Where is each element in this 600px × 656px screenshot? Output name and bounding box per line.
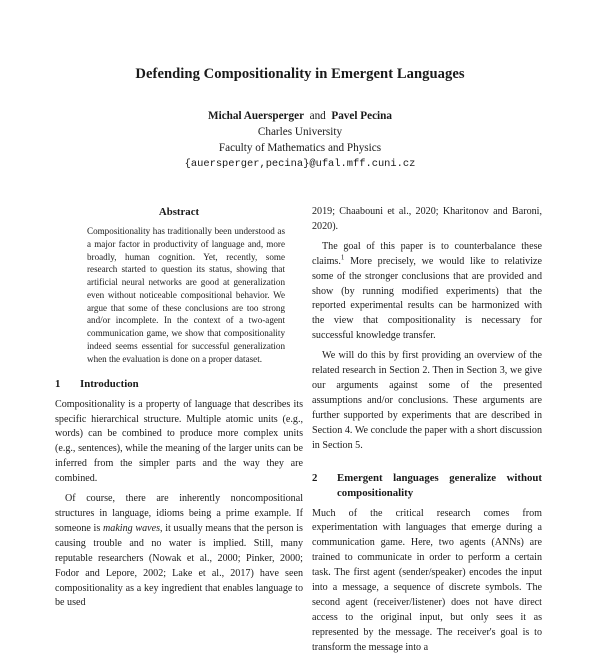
section-1-paragraph-1: Compositionality is a property of language that describes its specific hierarchical structure. Multiple atomic units (e.g., words) can be combined to produce more complex units (e.g., sentences), while the meaning of the larger units can be inferred from the simpler parts and the way they are combined. [55,398,303,485]
author-and: and [309,110,326,122]
p2-idiom: making waves [102,522,161,534]
goal-text: The goal of this paper is to counterbalance these claims. [312,240,542,267]
section-2-title: Emergent languages generalize without compositionality [337,471,542,499]
p2-text-after: , it usually means that the person is causing trouble and no water is implied. Still, many reputable researchers (Nowak et al., 2000; Pinker, 2000; Fodor and Lepore, 2002; Lake et al., 2017) have seen compositionality as a key ingredient that enables language to be used [55,522,303,609]
affiliation-faculty: Faculty of Mathematics and Physics [218,142,382,154]
paper-title: Defending Compositionality in Emergent Languages [135,66,465,82]
goal-text-rest: More precisely, we would like to relativize some of the stronger conclusions that are provided and show (by running modified experiments) that the reported experimental results can be harmonized with the view that compositionality is necessary for successful knowledge transfer. [312,255,542,342]
author-1: Michal Auersperger [208,110,305,122]
section-1-title: Introduction [80,377,139,390]
right-continuation: 2019; Chaabouni et al., 2020; Kharitonov and Baroni, 2020). [312,206,542,232]
section-1-number: 1 [55,377,61,390]
section-2-heading [312,471,542,501]
right-paragraph-2: We will do this by first providing an overview of the related research in Section 2. Then in Section 3, we give our arguments against some of the presented assumptions and/or conclusions. These arguments are further supported by experiments that are described in Section 4. We conclude the paper with a short discussion in Section 5. [312,350,542,451]
affiliation-university: Charles University [257,126,343,138]
author-2: Pavel Pecina [331,110,392,122]
author-names [0,108,600,124]
footnote-marker[interactable]: 1 [340,253,345,262]
section-2-number: 2 [312,471,318,484]
right-column [312,205,542,656]
right-paragraph-1 [312,240,542,344]
section-2-paragraph-1: Much of the critical research comes from experimentation with languages that emerge during a communication game. Here, two agents (ANNs) are trained to communicate in order to perform a certain task. The first agent (sender/speaker) encodes the input into a message, a sequence of discrete symbols. The second agent (receiver/listener) does not have direct access to the original input, but only sees it as represented by the message. The receiver's goal is to transform the message into a [312,507,542,653]
section-1-paragraph-2 [55,492,303,611]
author-email: {auersperger,pecina}@ufal.mff.cuni.cz [184,158,416,170]
left-column [55,205,303,611]
abstract-heading: Abstract [158,206,200,218]
author-block [0,108,600,172]
abstract-text: Compositionality has traditionally been understood as a major factor in productivity of language and, more broadly, human cognition. Yet, recently, some research started to question its status, showing that artificial neural networks are good at generalization even without noticeable compositional behavior. We argue that some of these conclusions are too strong and/or incomplete. In the context of a two-agent communication game, we show that compositionality indeed seems essential for successful generalization when the evaluation is done on a proper dataset. [87,225,285,364]
section-1-heading [55,377,303,392]
p2-text-before: Of course, there are inherently noncompositional structures in language, idioms being a prime example. If someone is [55,493,303,534]
